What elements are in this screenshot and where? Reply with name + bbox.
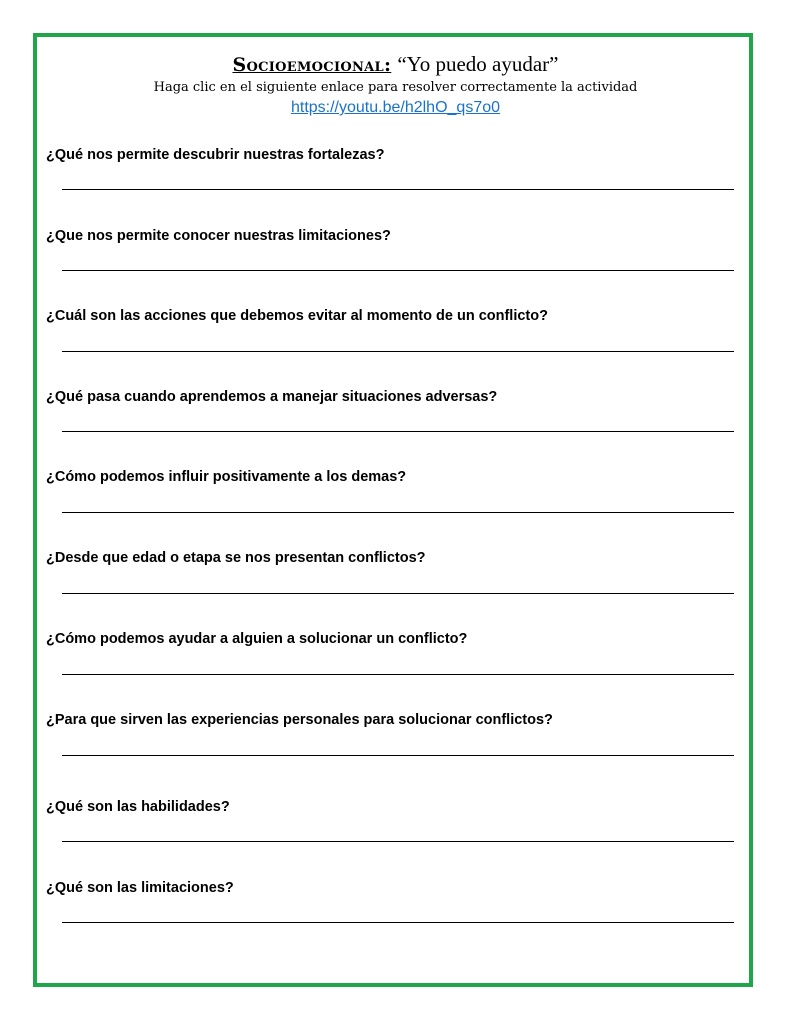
- question-8: ¿Para que sirven las experiencias personales para solucionar conflictos?: [46, 712, 553, 728]
- question-2: ¿Que nos permite conocer nuestras limitaciones?: [46, 228, 391, 244]
- answer-line-8[interactable]: [62, 755, 734, 756]
- answer-line-2[interactable]: [62, 270, 734, 271]
- question-3: ¿Cuál son las acciones que debemos evitar al momento de un conflicto?: [46, 308, 548, 324]
- question-5: ¿Cómo podemos influir positivamente a los demas?: [46, 469, 407, 485]
- question-1: ¿Qué nos permite descubrir nuestras fortalezas?: [46, 147, 385, 163]
- answer-line-6[interactable]: [62, 593, 734, 594]
- activity-title: “Yo puedo ayudar”: [397, 52, 559, 76]
- question-4: ¿Qué pasa cuando aprendemos a manejar situaciones adversas?: [46, 389, 498, 405]
- answer-line-1[interactable]: [62, 189, 734, 190]
- answer-line-10[interactable]: [62, 922, 734, 923]
- worksheet-title: [0, 52, 791, 77]
- question-7: ¿Cómo podemos ayudar a alguien a solucionar un conflicto?: [46, 631, 468, 647]
- answer-line-7[interactable]: [62, 674, 734, 675]
- video-link[interactable]: https://youtu.be/h2lhO_qs7o0: [290, 99, 501, 116]
- answer-line-5[interactable]: [62, 512, 734, 513]
- answer-line-3[interactable]: [62, 351, 734, 352]
- answer-line-9[interactable]: [62, 841, 734, 842]
- page-border: [33, 33, 753, 987]
- answer-line-4[interactable]: [62, 431, 734, 432]
- worksheet-header: [0, 52, 791, 118]
- question-9: ¿Qué son las habilidades?: [46, 799, 230, 815]
- question-10: ¿Qué son las limitaciones?: [46, 880, 234, 896]
- instructions-text: Haga clic en el siguiente enlace para resolver correctamente la actividad: [153, 80, 638, 95]
- subject-label: Socioemocional:: [232, 54, 392, 76]
- question-6: ¿Desde que edad o etapa se nos presentan conflictos?: [46, 550, 426, 566]
